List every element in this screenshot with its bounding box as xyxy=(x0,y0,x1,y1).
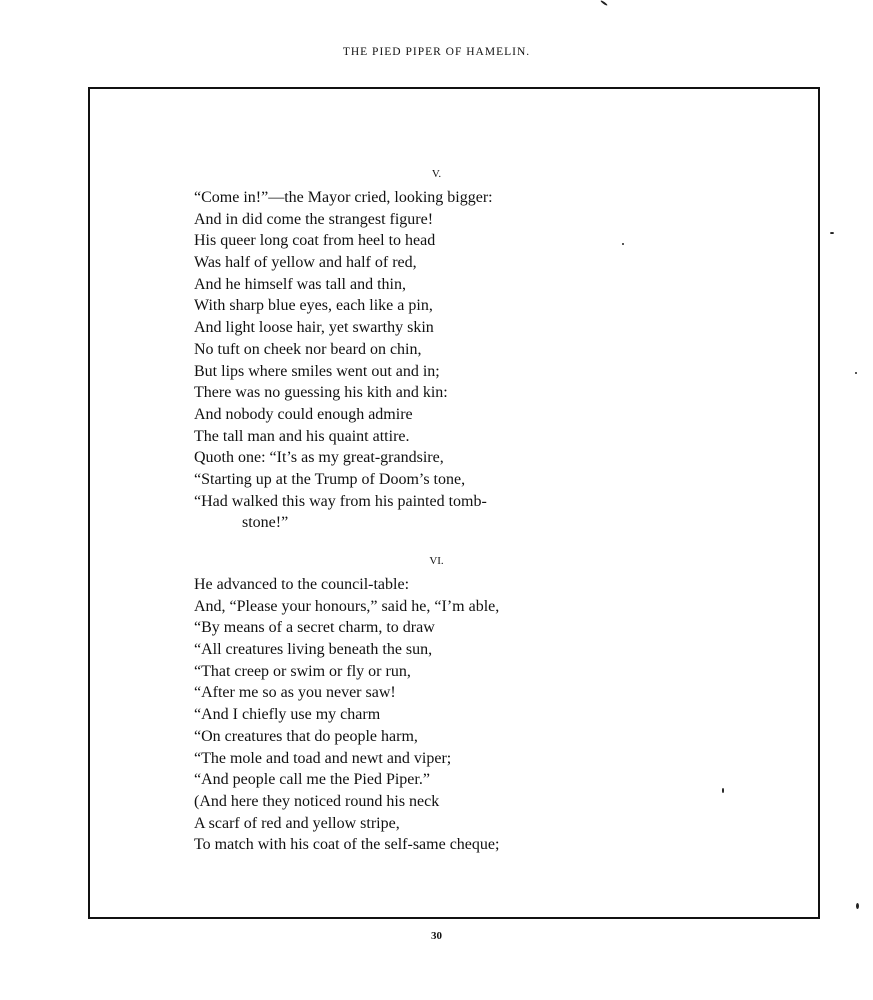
stanza-number-v: V. xyxy=(431,168,442,180)
stanza-vi xyxy=(194,574,499,856)
stanza-v xyxy=(194,187,493,534)
poem-line: And in did come the strangest figure! xyxy=(194,210,434,228)
page-title: THE PIED PIPER OF HAMELIN. xyxy=(342,46,531,58)
poem-line: “Starting up at the Trump of Doom’s tone, xyxy=(194,470,466,488)
poem-line: “By means of a secret charm, to draw xyxy=(194,619,435,637)
poem-line: With sharp blue eyes, each like a pin, xyxy=(194,297,433,315)
scan-mark xyxy=(600,0,608,6)
poem-line: Was half of yellow and half of red, xyxy=(194,254,417,272)
scan-speck xyxy=(855,372,857,374)
poem-line: And, “Please your honours,” said he, “I’m able, xyxy=(194,597,500,615)
page-number: 30 xyxy=(431,930,442,942)
scan-speck xyxy=(622,243,624,245)
poem-line: “All creatures living beneath the sun, xyxy=(194,641,433,659)
poem-line: His queer long coat from heel to head xyxy=(194,232,436,250)
poem-line: But lips where smiles went out and in; xyxy=(194,362,440,380)
stanza-number-vi: VI. xyxy=(429,555,444,567)
poem-line-continuation: stone!” xyxy=(242,514,289,532)
poem-line: “And I chiefly use my charm xyxy=(194,706,381,724)
poem-line: He advanced to the council-table: xyxy=(194,576,410,593)
scan-speck xyxy=(830,232,834,234)
poem-line: “And people call me the Pied Piper.” xyxy=(194,771,430,789)
scan-speck xyxy=(722,788,724,793)
poem-line: “On creatures that do people harm, xyxy=(194,727,418,745)
poem-line: “The mole and toad and newt and viper; xyxy=(194,749,452,767)
poem-line: And nobody could enough admire xyxy=(194,405,413,423)
poem-line: No tuft on cheek nor beard on chin, xyxy=(194,340,422,358)
poem-line: A scarf of red and yellow stripe, xyxy=(194,814,400,832)
poem-line: (And here they noticed round his neck xyxy=(194,792,440,810)
poem-line: Quoth one: “It’s as my great-grandsire, xyxy=(194,449,444,467)
poem-line: “After me so as you never saw! xyxy=(194,684,396,702)
poem-line: “Had walked this way from his painted tomb- xyxy=(194,492,487,510)
poem-line: And light loose hair, yet swarthy skin xyxy=(194,319,434,337)
poem-line: There was no guessing his kith and kin: xyxy=(194,384,448,402)
poem-line: And he himself was tall and thin, xyxy=(194,275,406,293)
poem-line: To match with his coat of the self-same cheque; xyxy=(194,836,500,854)
poem-line: “Come in!”—the Mayor cried, looking bigger: xyxy=(194,189,493,206)
poem-line: The tall man and his quaint attire. xyxy=(194,427,410,445)
poem-line: “That creep or swim or fly or run, xyxy=(194,662,411,680)
scan-speck xyxy=(856,903,859,909)
